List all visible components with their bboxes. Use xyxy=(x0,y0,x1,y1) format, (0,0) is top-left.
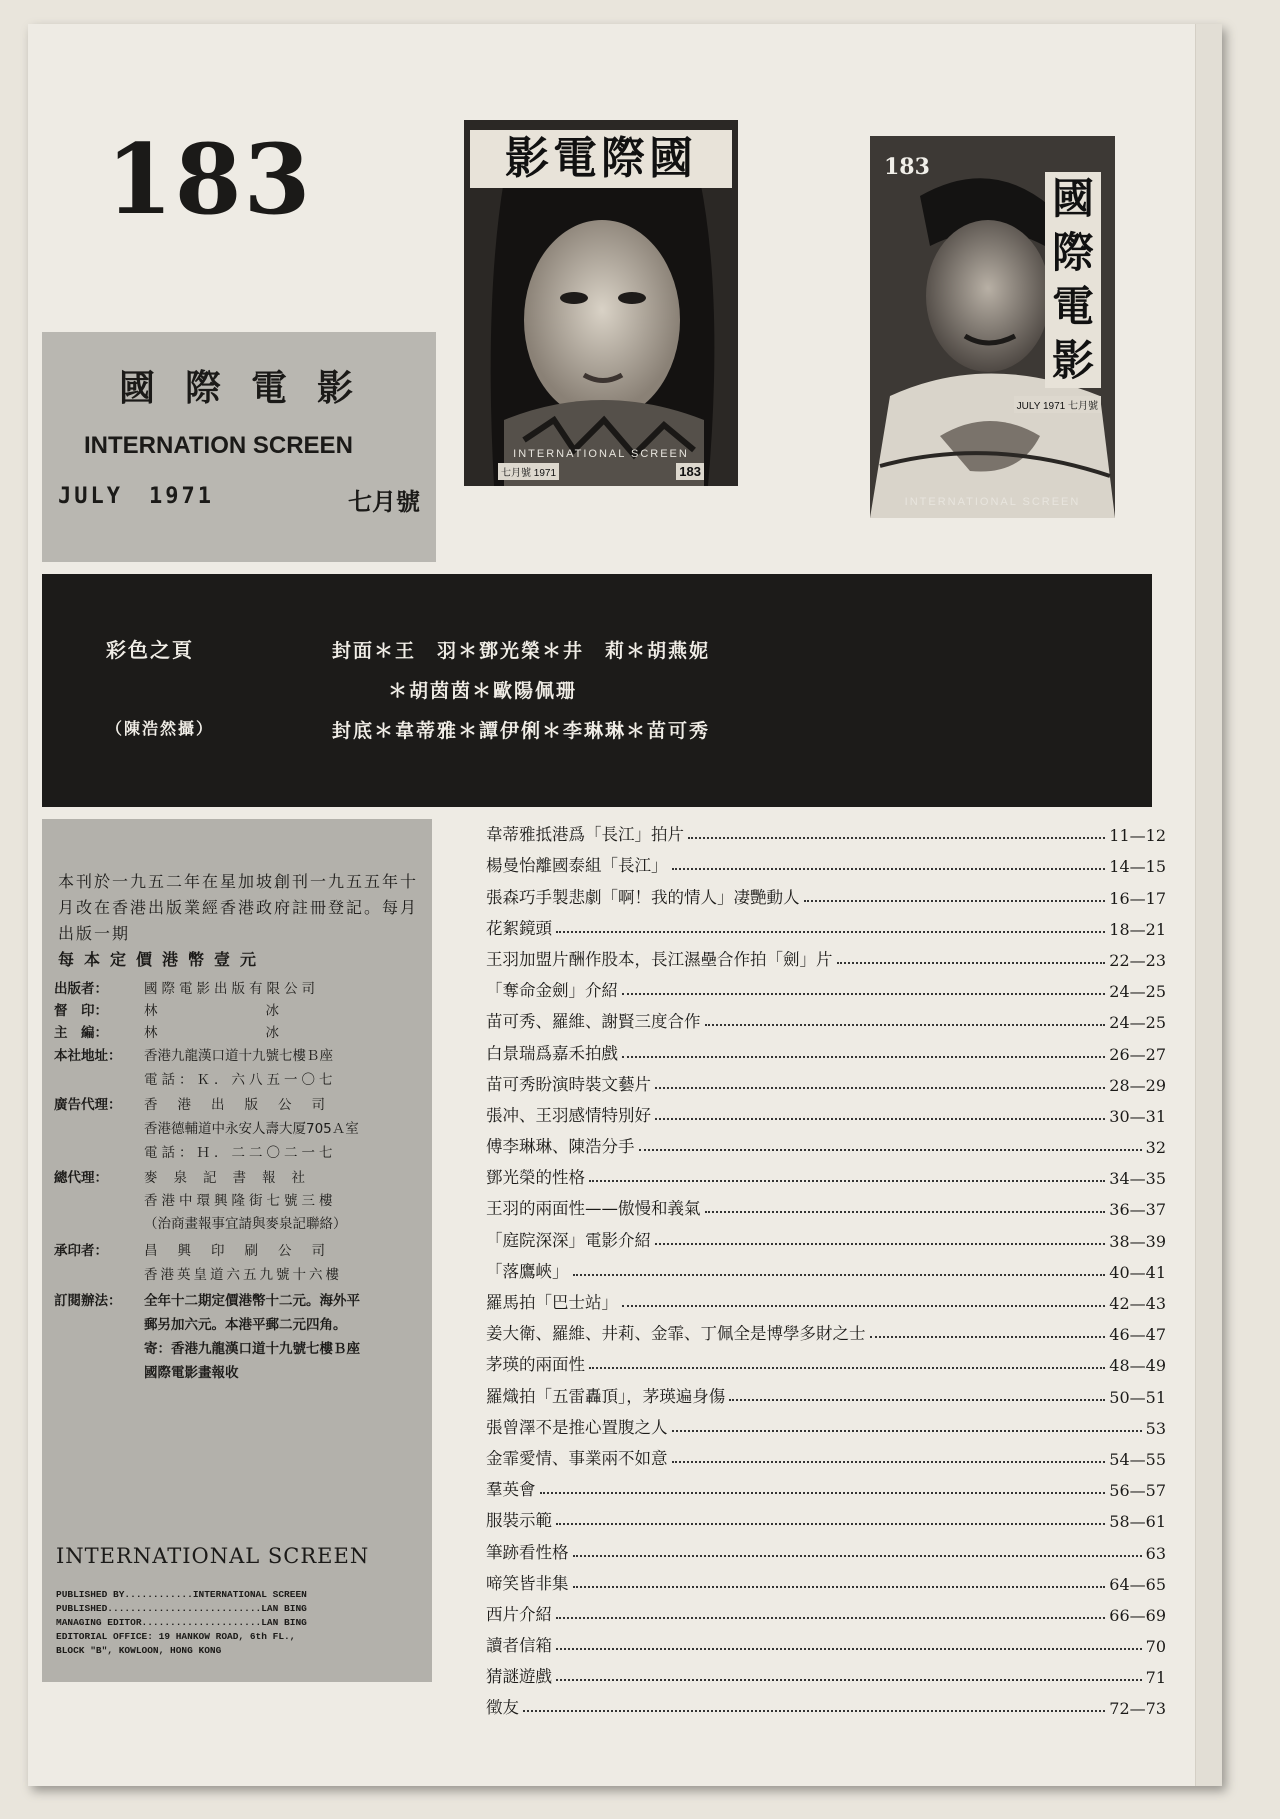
cover-label: INTERNATIONAL SCREEN xyxy=(513,448,689,460)
english-credits xyxy=(56,1588,307,1658)
toc-item: 姜大衛、羅維、井莉、金霏、丁佩全是博學多財之士 46—47 xyxy=(486,1324,1166,1345)
toc-item: 王羽加盟片酬作股本，長江濕壘合作拍「劍」片 22—23 xyxy=(486,949,1166,970)
toc-item: 王羽的兩面性——傲慢和義氣 36—37 xyxy=(486,1199,1166,1220)
cover-title: 國際電影 xyxy=(1045,172,1101,388)
color-pages-heading: 彩色之頁 xyxy=(106,638,194,662)
cover-issue: 183 xyxy=(676,463,704,480)
toc-item: 「落鷹峽」 40—41 xyxy=(486,1261,1166,1282)
english-credit-line: BLOCK "B", KOWLOON, HONG KONG xyxy=(56,1645,222,1656)
front-cover-line: 封面＊王 羽＊鄧光榮＊井 莉＊胡燕妮 xyxy=(332,640,711,662)
page-margin xyxy=(1195,24,1222,1786)
table-of-contents xyxy=(486,814,1166,1718)
color-pages-band xyxy=(42,574,1152,807)
magazine-title-en: INTERNATION SCREEN xyxy=(84,432,353,459)
toc-item: 「奪命金劍」介紹 24—25 xyxy=(486,981,1166,1002)
english-credit-line: EDITORIAL OFFICE: 19 HANKOW ROAD, 6th FL., xyxy=(56,1631,296,1642)
toc-item: 張森巧手製悲劇「啊！我的情人」凄艷動人 16—17 xyxy=(486,887,1166,908)
price-line: 每本定價港幣壹元 xyxy=(58,950,267,969)
cover-title: 影電際國 xyxy=(470,130,732,188)
toc-item: 苗可秀、羅維、謝賢三度合作 24—25 xyxy=(486,1012,1166,1033)
toc-item: 鄧光榮的性格 34—35 xyxy=(486,1168,1166,1189)
cover-date: 七月號 1971 xyxy=(498,463,559,480)
issue-date-cn: 七月號 xyxy=(348,488,420,516)
magazine-page xyxy=(28,24,1222,1786)
issue-year: 1971 xyxy=(148,484,214,509)
toc-item: 啼笑皆非集 64—65 xyxy=(486,1573,1166,1594)
toc-item: 羅熾拍「五雷轟頂」，茅瑛遍身傷 50—51 xyxy=(486,1386,1166,1407)
cover-issue: 183 xyxy=(884,154,930,180)
english-title: INTERNATIONAL SCREEN xyxy=(56,1544,370,1568)
toc-item: 猜謎遊戲 71 xyxy=(486,1667,1166,1688)
toc-item: 茅瑛的兩面性 48—49 xyxy=(486,1355,1166,1376)
issue-number: 183 xyxy=(106,123,313,236)
english-credit-line: MANAGING EDITOR.....................LAN BING xyxy=(56,1617,307,1628)
photo-credit: （陳浩然攝） xyxy=(106,719,215,738)
toc-item: 西片介紹 66—69 xyxy=(486,1604,1166,1625)
english-credit-line: PUBLISHED...........................LAN BING xyxy=(56,1603,307,1614)
back-cover-line: 封底＊韋蒂雅＊譚伊俐＊李琳琳＊苗可秀 xyxy=(332,720,711,742)
toc-item: 苗可秀盼演時裝文藝片 28—29 xyxy=(486,1074,1166,1095)
toc-item: 金霏愛情、事業兩不如意 54—55 xyxy=(486,1448,1166,1469)
toc-item: 「庭院深深」電影介紹 38—39 xyxy=(486,1230,1166,1251)
toc-item: 張曾澤不是推心置腹之人 53 xyxy=(486,1417,1166,1438)
toc-item: 韋蒂雅抵港爲「長江」拍片 11—12 xyxy=(486,825,1166,846)
cover-date: JULY 1971 七月號 xyxy=(1014,396,1101,413)
toc-item: 服裝示範 58—61 xyxy=(486,1511,1166,1532)
toc-item: 傅李琳琳、陳浩分手 32 xyxy=(486,1137,1166,1158)
publication-intro: 本刊於一九五二年在星加坡創刊一九五五年十月改在香港出版業經香港政府註冊登記。每月出版一期 xyxy=(58,872,419,943)
front-cover-line-2: ＊胡茵茵＊歐陽佩珊 xyxy=(388,680,578,702)
toc-item: 徵友 72—73 xyxy=(486,1698,1166,1719)
toc-item: 羅馬拍「巴士站」 42—43 xyxy=(486,1293,1166,1313)
front-cover-thumbnail xyxy=(464,120,738,486)
cover-label: INTERNATIONAL SCREEN xyxy=(904,496,1081,508)
magazine-title-cn: 國際電影 xyxy=(118,368,383,409)
toc-item: 羣英會 56—57 xyxy=(486,1480,1166,1501)
back-cover-thumbnail xyxy=(870,136,1115,518)
toc-item: 張冲、王羽感情特別好 30—31 xyxy=(486,1105,1166,1126)
english-credit-line: PUBLISHED BY............INTERNATIONAL SCREEN xyxy=(56,1589,307,1600)
toc-item: 讀者信箱 70 xyxy=(486,1636,1166,1657)
publication-info: 本刊於一九五二年在星加坡創刊一九五五年十月改在香港出版業經香港政府註冊登記。每月出版一期 每本定價港幣壹元 出版者： 國際電影出版有限公司 督 印： 林 冰 主 編： 林 冰 本社地址： 香港九龍漢口道十九號七樓Ｂ座 電話：Ｋ．六八五一〇七 廣告代理： 香港出版公司 香港德輔道中永安人壽大厦705Ａ室 電話：Ｈ．二二〇二一七 總代理： 麥泉記書報社 香港中環興隆街七號三樓 （治商畫報事宜請與麥泉記聯絡） 承印者： 昌興印刷公司 香港英皇道六五九號十六樓 訂閱辦法： 全年十二期定價港幣十二元。海外平 郵另加六元。本港平郵二元四角。 寄：香港九龍漢口道十九號七樓Ｂ座 國際電影畫報收 INTERNATIONAL SCREEN PUBLISHED BY............INTERNATIONAL SCREEN PUBLISHED...........................LAN BING MANAGING EDITOR.....................LAN BING EDITORIAL OFFICE: 19 HANKOW ROAD, 6th FL., BLOCK "B", KOWLOON, HONG KONG xyxy=(42,819,432,1682)
toc-item: 花絮鏡頭 18—21 xyxy=(486,918,1166,939)
toc-item: 白景瑞爲嘉禾拍戲 26—27 xyxy=(486,1043,1166,1064)
issue-month: JULY xyxy=(58,484,123,509)
toc-item: 楊曼怡離國泰組「長江」 14—15 xyxy=(486,856,1166,877)
masthead xyxy=(42,332,436,562)
toc-item: 筆跡看性格 63 xyxy=(486,1542,1166,1563)
issue-date-en xyxy=(58,484,214,509)
